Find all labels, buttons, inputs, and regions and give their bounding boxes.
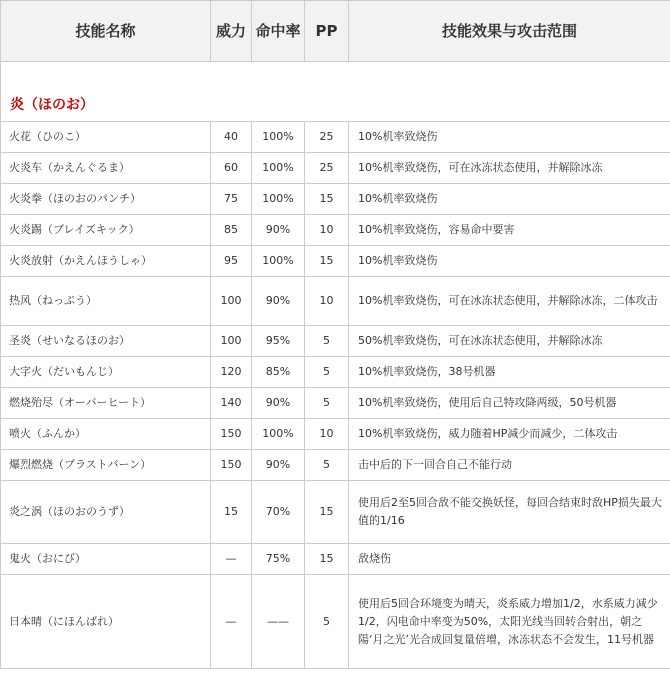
move-name: 火炎放射（かえんほうしゃ） bbox=[1, 246, 211, 277]
move-pp: 15 bbox=[305, 481, 349, 544]
header-power: 威力 bbox=[211, 1, 252, 62]
move-pp: 5 bbox=[305, 575, 349, 669]
table-row bbox=[1, 326, 670, 357]
move-effect: 10%机率致烧伤 bbox=[349, 246, 670, 277]
move-effect: 10%机率致烧伤，38号机器 bbox=[349, 357, 670, 388]
move-effect: 10%机率致烧伤，威力随着HP减少而减少，二体攻击 bbox=[349, 419, 670, 450]
move-effect: 10%机率致烧伤，可在冰冻状态使用，并解除冰冻 bbox=[349, 153, 670, 184]
move-pp: 25 bbox=[305, 122, 349, 153]
move-accuracy: 100% bbox=[252, 153, 305, 184]
table-row bbox=[1, 575, 670, 669]
move-pp: 15 bbox=[305, 246, 349, 277]
move-power: — bbox=[211, 575, 252, 669]
move-power: 120 bbox=[211, 357, 252, 388]
move-power: 100 bbox=[211, 326, 252, 357]
move-effect: 10%机率致烧伤 bbox=[349, 122, 670, 153]
move-power: 100 bbox=[211, 277, 252, 326]
category-label: 炎（ほのお） bbox=[1, 89, 670, 122]
move-name: 爆烈燃烧（ブラストバーン） bbox=[1, 450, 211, 481]
move-effect: 10%机率致烧伤 bbox=[349, 184, 670, 215]
table-row bbox=[1, 122, 670, 153]
spacer-row bbox=[1, 62, 670, 89]
move-pp: 5 bbox=[305, 326, 349, 357]
move-accuracy: 90% bbox=[252, 215, 305, 246]
move-pp: 10 bbox=[305, 419, 349, 450]
move-name: 热风（ねっぷう） bbox=[1, 277, 211, 326]
table-row bbox=[1, 357, 670, 388]
move-pp: 15 bbox=[305, 184, 349, 215]
move-effect: 10%机率致烧伤，容易命中要害 bbox=[349, 215, 670, 246]
table-row bbox=[1, 184, 670, 215]
move-accuracy: 90% bbox=[252, 450, 305, 481]
move-accuracy: 95% bbox=[252, 326, 305, 357]
move-accuracy: 100% bbox=[252, 419, 305, 450]
move-accuracy: 100% bbox=[252, 184, 305, 215]
move-accuracy: —— bbox=[252, 575, 305, 669]
move-power: 150 bbox=[211, 419, 252, 450]
table-row bbox=[1, 481, 670, 544]
move-effect: 敌烧伤 bbox=[349, 544, 670, 575]
table-row bbox=[1, 153, 670, 184]
move-pp: 10 bbox=[305, 277, 349, 326]
move-power: 140 bbox=[211, 388, 252, 419]
move-effect: 使用后5回合环境变为晴天，炎系威力增加1/2，水系威力减少1/2，闪电命中率变为50%，太阳光线当回转合射出，朝之陽‘月之光’光合成回复量倍增，冰冻状态不会发生，11号机器 bbox=[349, 575, 670, 669]
category-row bbox=[1, 89, 670, 122]
move-name: 炎之涡（ほのおのうず） bbox=[1, 481, 211, 544]
move-name: 火炎车（かえんぐるま） bbox=[1, 153, 211, 184]
move-power: 75 bbox=[211, 184, 252, 215]
table-row bbox=[1, 246, 670, 277]
move-accuracy: 100% bbox=[252, 246, 305, 277]
header-name: 技能名称 bbox=[1, 1, 211, 62]
move-power: 95 bbox=[211, 246, 252, 277]
table-row bbox=[1, 388, 670, 419]
move-effect: 使用后2至5回合敌不能交换妖怪，每回合结束时敌HP损失最大值的1/16 bbox=[349, 481, 670, 544]
move-name: 大字火（だいもんじ） bbox=[1, 357, 211, 388]
move-accuracy: 90% bbox=[252, 277, 305, 326]
move-power: 150 bbox=[211, 450, 252, 481]
table-row bbox=[1, 419, 670, 450]
header-accuracy: 命中率 bbox=[252, 1, 305, 62]
move-pp: 10 bbox=[305, 215, 349, 246]
header-pp: PP bbox=[305, 1, 349, 62]
move-accuracy: 90% bbox=[252, 388, 305, 419]
table-row bbox=[1, 277, 670, 326]
move-pp: 5 bbox=[305, 388, 349, 419]
move-effect: 10%机率致烧伤，可在冰冻状态使用，并解除冰冻，二体攻击 bbox=[349, 277, 670, 326]
move-power: 60 bbox=[211, 153, 252, 184]
table-row bbox=[1, 450, 670, 481]
move-effect: 击中后的下一回合自己不能行动 bbox=[349, 450, 670, 481]
move-power: 40 bbox=[211, 122, 252, 153]
header-effect: 技能效果与攻击范围 bbox=[349, 1, 670, 62]
table-row bbox=[1, 544, 670, 575]
move-accuracy: 100% bbox=[252, 122, 305, 153]
move-pp: 15 bbox=[305, 544, 349, 575]
move-name: 火炎拳（ほのおのパンチ） bbox=[1, 184, 211, 215]
move-power: — bbox=[211, 544, 252, 575]
move-accuracy: 70% bbox=[252, 481, 305, 544]
move-effect: 10%机率致烧伤，使用后自己特攻降两级，50号机器 bbox=[349, 388, 670, 419]
header-row bbox=[1, 1, 670, 62]
move-name: 鬼火（おにび） bbox=[1, 544, 211, 575]
move-name: 火花（ひのこ） bbox=[1, 122, 211, 153]
move-accuracy: 85% bbox=[252, 357, 305, 388]
move-power: 15 bbox=[211, 481, 252, 544]
move-pp: 5 bbox=[305, 357, 349, 388]
move-pp: 25 bbox=[305, 153, 349, 184]
move-power: 85 bbox=[211, 215, 252, 246]
table-row bbox=[1, 215, 670, 246]
move-name: 火炎踢（ブレイズキック） bbox=[1, 215, 211, 246]
move-pp: 5 bbox=[305, 450, 349, 481]
move-name: 日本晴（にほんばれ） bbox=[1, 575, 211, 669]
move-name: 燃烧殆尽（オーバーヒート） bbox=[1, 388, 211, 419]
move-name: 圣炎（せいなるほのお） bbox=[1, 326, 211, 357]
move-accuracy: 75% bbox=[252, 544, 305, 575]
move-effect: 50%机率致烧伤，可在冰冻状态使用，并解除冰冻 bbox=[349, 326, 670, 357]
move-name: 喷火（ふんか） bbox=[1, 419, 211, 450]
